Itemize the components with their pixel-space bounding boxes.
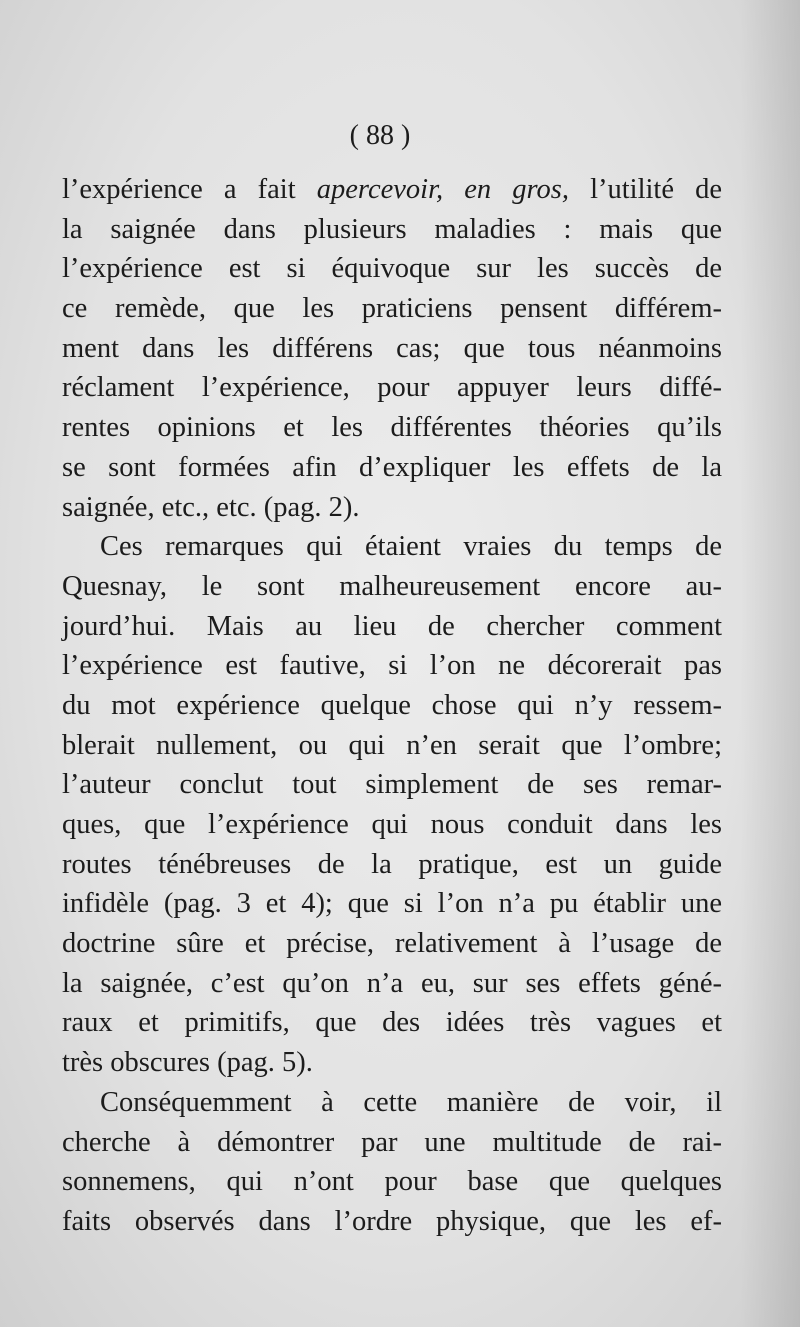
- text-run: l’utilité de: [568, 174, 722, 205]
- text-run: cherche à démontrer par une multitude de rai-: [62, 1126, 722, 1158]
- text-run: ment dans les différens cas; que tous néanmoins: [62, 332, 722, 364]
- text-line: [62, 607, 722, 647]
- text-line: [62, 1162, 722, 1202]
- text-line: [62, 924, 722, 964]
- text-run: très obscures (pag. 5).: [62, 1047, 313, 1079]
- page-number: ( 88 ): [349, 120, 411, 151]
- text-run: ques, que l’expérience qui nous conduit dans les: [62, 809, 722, 840]
- text-line: [62, 289, 722, 329]
- text-line: [62, 646, 722, 686]
- text-run: faits observés dans l’ordre physique, que les ef-: [62, 1205, 722, 1237]
- text-line: [62, 1202, 722, 1242]
- text-run: Conséquemment à cette manière de voir, il: [100, 1086, 722, 1118]
- text-line: [62, 329, 722, 369]
- text-run: rentes opinions et les différentes théories qu’ils: [62, 412, 722, 444]
- paragraph: [62, 170, 722, 527]
- text-line: [62, 1043, 722, 1083]
- italic-phrase: apercevoir, en gros,: [316, 174, 569, 205]
- text-run: réclament l’expérience, pour appuyer leurs diffé-: [62, 372, 722, 404]
- text-run: Ces remarques qui étaient vraies du temps de: [100, 531, 722, 563]
- body-text: [62, 170, 722, 1242]
- text-line: [62, 368, 722, 408]
- text-run: se sont formées afin d’expliquer les effets de la: [62, 451, 722, 483]
- text-run: du mot expérience quelque chose qui n’y ressem-: [62, 689, 722, 721]
- text-run: la saignée dans plusieurs maladies : mais que: [62, 213, 722, 245]
- text-line: [62, 805, 722, 845]
- text-run: doctrine sûre et précise, relativement à l’usage de: [62, 928, 722, 960]
- text-line: [62, 1123, 722, 1163]
- text-run: saignée, etc., etc. (pag. 2).: [62, 491, 360, 523]
- text-line: [62, 1083, 722, 1123]
- text-line: [62, 845, 722, 885]
- text-run: la saignée, c’est qu’on n’a eu, sur ses effets géné-: [62, 967, 722, 999]
- text-line: [62, 726, 722, 766]
- text-run: infidèle (pag. 3 et 4); que si l’on n’a pu établir une: [62, 888, 722, 920]
- text-line: [62, 249, 722, 289]
- text-run: routes ténébreuses de la pratique, est un guide: [62, 848, 722, 880]
- text-line: [62, 567, 722, 607]
- text-line: [62, 210, 722, 250]
- text-line: [62, 527, 722, 567]
- text-run: ce remède, que les praticiens pensent différem-: [62, 293, 722, 325]
- text-line: [62, 884, 722, 924]
- text-run: Quesnay, le sont malheureusement encore au-: [62, 570, 722, 602]
- text-line: [62, 448, 722, 488]
- page-edge-shadow: [740, 0, 800, 1327]
- text-line: [62, 686, 722, 726]
- text-line: [62, 408, 722, 448]
- paragraph: [62, 1083, 722, 1242]
- text-run: l’expérience est si équivoque sur les succès de: [62, 253, 722, 285]
- paragraph: [62, 527, 722, 1083]
- text-line: [62, 170, 722, 210]
- text-run: blerait nullement, ou qui n’en serait que l’ombre;: [62, 729, 722, 761]
- text-line: [62, 964, 722, 1004]
- text-run: l’expérience est fautive, si l’on ne décorerait pas: [62, 650, 722, 682]
- text-line: [62, 765, 722, 805]
- text-run: l’auteur conclut tout simplement de ses remar-: [62, 769, 722, 801]
- text-line: [62, 1003, 722, 1043]
- text-run: raux et primitifs, que des idées très vagues et: [62, 1007, 722, 1039]
- text-run: l’expérience a fait: [62, 174, 317, 205]
- text-line: [62, 488, 722, 528]
- text-run: jourd’hui. Mais au lieu de chercher comment: [62, 610, 722, 642]
- text-run: sonnemens, qui n’ont pour base que quelques: [62, 1166, 722, 1198]
